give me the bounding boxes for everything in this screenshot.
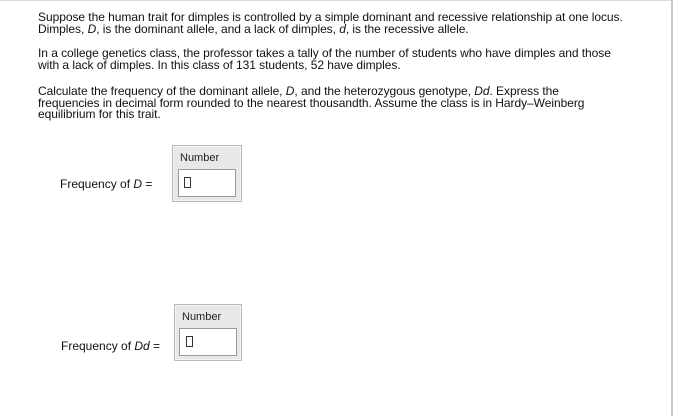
label-suffix: =	[149, 339, 161, 353]
input-cursor-icon	[184, 177, 191, 188]
label-variable: Dd	[134, 339, 150, 353]
question-paragraph-1	[38, 12, 623, 35]
frequency-d-input[interactable]	[178, 169, 236, 197]
answer-frequency-dd-label	[61, 339, 160, 353]
label-suffix: =	[142, 177, 153, 191]
text-run: , is the dominant allele, and a lack of dimples,	[96, 21, 340, 36]
question-paragraph-2	[38, 48, 623, 71]
number-caption: Number	[180, 152, 220, 164]
label-prefix: Frequency of	[61, 339, 135, 353]
text-run: . Express the frequencies in decimal form rounded to the nearest thousandth. Assume the class is in Hardy–Weinberg equilibrium for this trait.	[38, 84, 585, 121]
label-variable: D	[133, 177, 143, 191]
page-top-border	[0, 0, 671, 1]
italic-variable: D	[285, 84, 295, 98]
number-box-frequency-dd	[174, 304, 242, 361]
italic-variable: Dd	[474, 84, 490, 98]
text-run: , and the heterozygous genotype,	[294, 84, 475, 98]
text-run: , is the recessive allele.	[345, 21, 469, 36]
input-cursor-icon	[186, 336, 193, 347]
text-run: In a college genetics class, the professor takes a tally of the number of students who have dimples and those with a lack of dimples. In this class of 131 students, 52 have dimples.	[38, 46, 611, 72]
frequency-dd-input[interactable]	[179, 328, 237, 356]
label-prefix: Frequency of	[60, 177, 134, 191]
number-box-frequency-d	[172, 145, 242, 202]
text-run: Calculate the frequency of the dominant allele,	[38, 84, 286, 98]
number-caption: Number	[182, 311, 222, 323]
answer-frequency-d-label	[60, 177, 152, 191]
italic-variable: D	[87, 21, 97, 36]
text-run: Suppose the human trait for dimples is controlled by a simple dominant and recessive relationship at one locus. Dimples,	[38, 10, 623, 36]
italic-variable: d	[339, 21, 346, 36]
question-paragraph-3	[38, 86, 623, 121]
